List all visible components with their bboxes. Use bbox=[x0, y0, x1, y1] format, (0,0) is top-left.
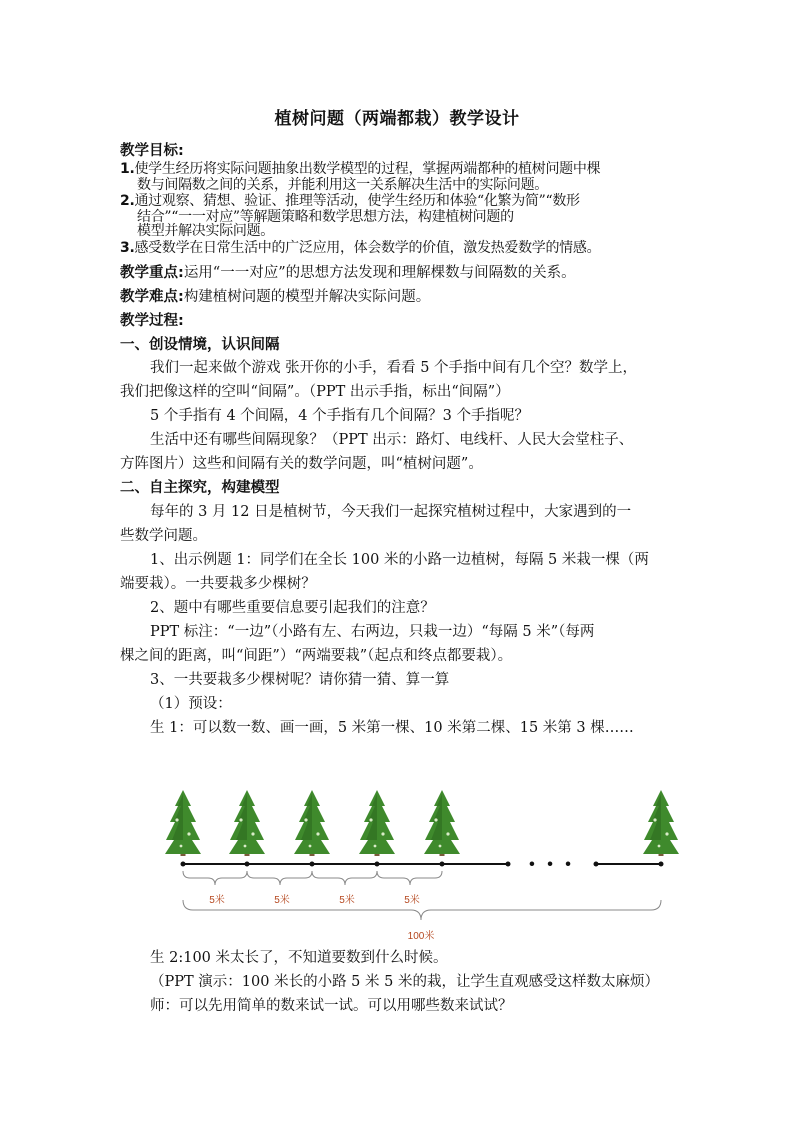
goal-2-text-1: 通过观察、猜想、验证、推理等活动，使学生经历和体验“化繁为简”“数形 bbox=[134, 193, 580, 209]
goal-2-line-3: 模型并解决实际问题。 bbox=[137, 223, 274, 239]
s1-paragraph-1-line-1: 我们一起来做个游戏 张开你的小手，看看 5 个手指中间有几个空？数学上， bbox=[150, 360, 638, 376]
s2-paragraph-2-line-2: 端要栽）。一共要栽多少棵树？ bbox=[120, 576, 316, 592]
goal-3-text: 感受数学在日常生活中的广泛应用，体会数学的价值，激发热爱数学的情感。 bbox=[134, 240, 601, 256]
tree-6-icon bbox=[643, 790, 679, 856]
total-length-label: 100米 bbox=[407, 931, 435, 942]
goal-1-line-2: 数与间隔数之间的关系，并能利用这一关系解决生活中的实际问题。 bbox=[137, 177, 548, 193]
s1-paragraph-1-line-2: 我们把像这样的空叫“间隔”。（PPT 出示手指，标出“间隔”） bbox=[120, 384, 510, 400]
document-title: 植树问题（两端都栽）教学设计 bbox=[274, 109, 520, 129]
s2-paragraph-10: 师：可以先用简单的数来试一试。可以用哪些数来试试？ bbox=[150, 998, 513, 1014]
s2-paragraph-4-line-1: PPT 标注：“一边”（小路有左、右两边，只栽一边）“每隔 5 米”（每两 bbox=[150, 624, 595, 640]
s2-paragraph-5: 3、一共要栽多少棵树呢？请你猜一猜、算一算 bbox=[150, 672, 450, 688]
difficulty-text: 构建植树问题的模型并解决实际问题。 bbox=[183, 289, 431, 305]
s2-paragraph-8: 生 2:100 米太长了，不知道要数到什么时候。 bbox=[150, 950, 448, 966]
s2-paragraph-3: 2、题中有哪些重要信息要引起我们的注意？ bbox=[150, 600, 435, 616]
tree-3-icon bbox=[294, 790, 330, 856]
s1-paragraph-3-line-1: 生活中还有哪些间隔现象？（PPT 出示：路灯、电线杆、人民大会堂柱子、 bbox=[150, 432, 634, 448]
key-point bbox=[120, 263, 680, 283]
goal-3-line bbox=[120, 238, 680, 258]
s2-paragraph-4-line-2: 棵之间的距离，叫“间距”）“两端要栽”（起点和终点都要栽）。 bbox=[120, 648, 513, 664]
interval-label-3: 5米 bbox=[339, 895, 355, 906]
s2-paragraph-1-line-1: 每年的 3 月 12 日是植树节，今天我们一起探究植树过程中，大家遇到的一 bbox=[150, 504, 632, 520]
difficulty-label: 教学难点: bbox=[120, 289, 184, 305]
road-ellipsis: • • • bbox=[529, 856, 575, 873]
key-point-label: 教学重点: bbox=[120, 265, 184, 281]
goal-2-line-2: 结合”“一一对应”等解题策略和数学思想方法，构建植树问题的 bbox=[137, 209, 514, 225]
s1-paragraph-2: 5 个手指有 4 个间隔，4 个手指有几个间隔？3 个手指呢？ bbox=[150, 408, 529, 424]
s2-paragraph-6: （1）预设： bbox=[150, 696, 232, 712]
goal-2-number: 2. bbox=[120, 193, 135, 209]
tree-5-icon bbox=[424, 790, 460, 856]
tree-planting-figure bbox=[0, 770, 794, 970]
interval-label-2: 5米 bbox=[274, 895, 290, 906]
goal-1-text-1: 使学生经历将实际问题抽象出数学模型的过程，掌握两端都种的植树问题中棵 bbox=[134, 161, 601, 177]
section-1-heading: 一、创设情境，认识间隔 bbox=[120, 337, 280, 353]
key-point-text: 运用“一一对应”的思想方法发现和理解棵数与间隔数的关系。 bbox=[183, 265, 576, 281]
s1-paragraph-3-line-2: 方阵图片）这些和间隔有关的数学问题，叫“植树问题”。 bbox=[120, 456, 483, 472]
tree-4-icon bbox=[359, 790, 395, 856]
s2-paragraph-2-line-1: 1、出示例题 1：同学们在全长 100 米的小路一边植树，每隔 5 米栽一棵（两 bbox=[150, 552, 649, 568]
goal-3-number: 3. bbox=[120, 240, 135, 256]
difficulty bbox=[120, 287, 680, 307]
interval-label-4: 5米 bbox=[404, 895, 420, 906]
tree-2-icon bbox=[229, 790, 265, 856]
goals-heading: 教学目标: bbox=[120, 143, 184, 159]
interval-braces bbox=[183, 871, 661, 920]
process-heading: 教学过程: bbox=[120, 313, 184, 329]
s2-paragraph-1-line-2: 些数学问题。 bbox=[120, 528, 207, 544]
section-2-heading: 二、自主探究，构建模型 bbox=[120, 480, 280, 496]
s2-paragraph-9: （PPT 演示：100 米长的小路 5 米 5 米的栽，让学生直观感受这样数太麻烦） bbox=[150, 974, 659, 990]
interval-label-1: 5米 bbox=[209, 895, 225, 906]
tree-1-icon bbox=[165, 790, 201, 856]
goal-1-number: 1. bbox=[120, 161, 135, 177]
s2-paragraph-7: 生 1：可以数一数、画一画，5 米第一棵、10 米第二棵、15 米第 3 棵…… bbox=[150, 720, 634, 736]
